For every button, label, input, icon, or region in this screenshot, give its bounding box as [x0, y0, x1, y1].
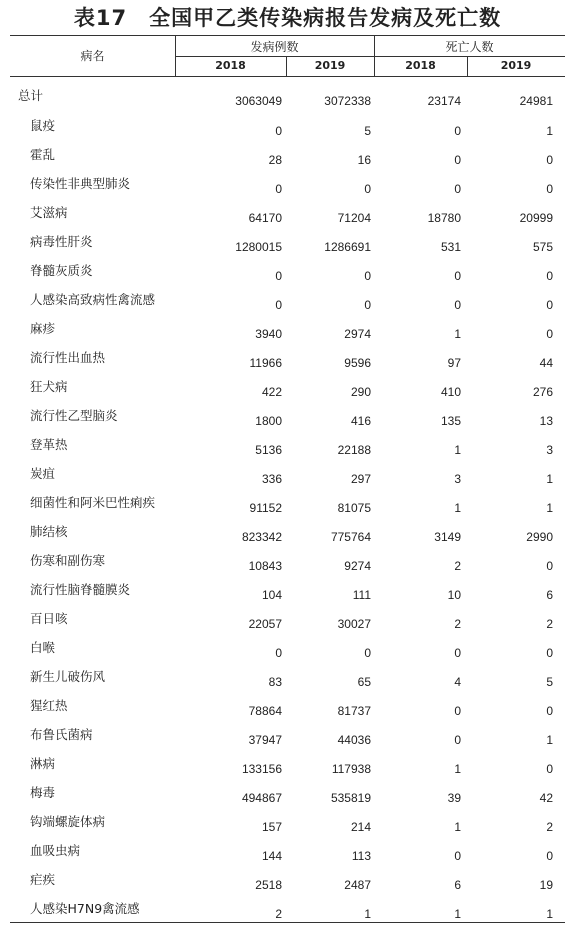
cases-2018-cell: 157: [261, 820, 282, 834]
deaths-2019-cell: 0: [546, 153, 553, 167]
disease-name: 狂犬病: [30, 379, 68, 394]
deaths-2019-cell: 42: [539, 791, 553, 805]
cases-2018-cell: 11966: [249, 356, 282, 370]
table-row: [0, 661, 575, 690]
deaths-2019-cell: 0: [546, 762, 553, 776]
table-row: [0, 574, 575, 603]
disease-name: 霍乱: [30, 147, 56, 162]
disease-name: 鼠疫: [30, 118, 56, 133]
table-row: [0, 864, 575, 893]
table-row: [0, 777, 575, 806]
table-row: [0, 458, 575, 487]
table-row: [0, 835, 575, 864]
deaths-2018-cell: 0: [454, 124, 461, 138]
deaths-2019-cell: 2: [546, 820, 553, 834]
deaths-2018-cell: 0: [454, 182, 461, 196]
cases-2018-cell: 1800: [255, 414, 282, 428]
cases-2018-cell: 1280015: [235, 240, 282, 254]
cases-2019-cell: 111: [352, 588, 371, 602]
cases-2018-cell: 2518: [255, 878, 282, 892]
disease-name: 肺结核: [30, 524, 68, 539]
cases-2018-cell: 0: [275, 646, 282, 660]
deaths-2019-cell: 0: [546, 704, 553, 718]
cases-2019-cell: 81737: [337, 704, 371, 718]
table-row: [0, 545, 575, 574]
cases-2018-cell: 0: [275, 298, 282, 312]
disease-name: 人感染高致病性禽流感: [30, 292, 156, 307]
table-row: [0, 226, 575, 255]
table-row: [0, 284, 575, 313]
table-number: 表17: [73, 6, 128, 30]
cases-2018-cell: 133156: [241, 762, 282, 776]
deaths-2019-cell: 276: [532, 385, 553, 399]
cases-2019-cell: 0: [364, 646, 371, 660]
cases-2018-cell: 22057: [248, 617, 282, 631]
cases-2018-cell: 2: [275, 907, 282, 921]
deaths-2018-cell: 0: [454, 298, 461, 312]
deaths-2019-cell: 1: [546, 733, 553, 747]
deaths-2019-cell: 0: [546, 849, 553, 863]
cases-2018-cell: 336: [261, 472, 282, 486]
table-row: [0, 168, 575, 197]
deaths-2019-cell: 0: [546, 182, 553, 196]
cases-2019-cell: 113: [351, 849, 371, 863]
deaths-2019-cell: 0: [546, 269, 553, 283]
deaths-2019-cell: 0: [546, 559, 553, 573]
cases-2018-cell: 5136: [255, 443, 282, 457]
disease-name: 人感染H7N9禽流感: [30, 901, 140, 916]
deaths-2018-cell: 1: [454, 820, 461, 834]
table-row: [0, 342, 575, 371]
deaths-2018-cell: 4: [454, 675, 461, 689]
disease-name: 布鲁氏菌病: [30, 727, 93, 742]
table-row: [0, 719, 575, 748]
table-row: [0, 806, 575, 835]
table-title: [0, 0, 575, 34]
table-row: [0, 313, 575, 342]
deaths-2018-cell: 1: [454, 327, 461, 341]
header-bottom-rule: [10, 76, 565, 77]
disease-name: 新生儿破伤风: [30, 669, 106, 684]
deaths-2018-cell: 1: [454, 443, 461, 457]
deaths-2019-cell: 575: [532, 240, 553, 254]
disease-name: 淋病: [30, 756, 56, 771]
deaths-2018-cell: 97: [447, 356, 461, 370]
deaths-2019-cell: 1: [546, 124, 553, 138]
table-row: [0, 255, 575, 284]
disease-name: 总计: [18, 88, 44, 103]
table-row: [0, 516, 575, 545]
year-header-deaths-2019: 2019: [500, 59, 532, 72]
deaths-2019-cell: 13: [539, 414, 553, 428]
cases-2019-cell: 5: [364, 124, 371, 138]
table-row: [0, 487, 575, 516]
deaths-2018-cell: 39: [447, 791, 461, 805]
cases-2019-cell: 1: [364, 907, 371, 921]
deaths-2018-cell: 2: [454, 559, 461, 573]
cases-2018-cell: 422: [261, 385, 282, 399]
cases-2019-cell: 290: [350, 385, 371, 399]
deaths-2019-cell: 2: [546, 617, 553, 631]
cases-2019-cell: 3072338: [324, 94, 371, 108]
cases-2019-cell: 0: [364, 269, 371, 283]
deaths-2019-cell: 1: [546, 472, 553, 486]
deaths-2019-cell: 20999: [519, 211, 553, 225]
table-row: [0, 893, 575, 922]
disease-name: 登革热: [30, 437, 68, 452]
deaths-2019-cell: 0: [546, 646, 553, 660]
deaths-2019-cell: 0: [546, 298, 553, 312]
disease-name: 麻疹: [30, 321, 56, 336]
deaths-2019-cell: 44: [539, 356, 553, 370]
cases-2018-cell: 37947: [248, 733, 282, 747]
cases-2018-cell: 494867: [241, 791, 282, 805]
year-header-cases-2019: 2019: [314, 59, 346, 72]
disease-name: 猩红热: [30, 698, 68, 713]
table-row: [0, 429, 575, 458]
deaths-2019-cell: 5: [546, 675, 553, 689]
deaths-2018-cell: 3: [454, 472, 461, 486]
disease-name: 血吸虫病: [30, 843, 81, 858]
cases-2019-cell: 16: [357, 153, 371, 167]
table-row: [0, 400, 575, 429]
disease-column-header: 病名: [80, 49, 105, 63]
deaths-2018-cell: 0: [454, 153, 461, 167]
cases-2018-cell: 823342: [241, 530, 282, 544]
deaths-2019-cell: 1: [546, 501, 553, 515]
cases-2018-cell: 144: [261, 849, 282, 863]
deaths-2018-cell: 3149: [434, 530, 461, 544]
table-row: [0, 371, 575, 400]
cases-2018-cell: 3063049: [235, 94, 282, 108]
cases-2019-cell: 1286691: [324, 240, 371, 254]
cases-2019-cell: 30027: [337, 617, 371, 631]
disease-name: 炭疽: [30, 466, 56, 481]
year-header-cases-2018: 2018: [215, 59, 246, 72]
deaths-2019-cell: 6: [546, 588, 553, 602]
deaths-2018-cell: 2: [454, 617, 461, 631]
cases-2019-cell: 65: [357, 675, 371, 689]
cases-2019-cell: 9596: [344, 356, 371, 370]
deaths-2018-cell: 10: [447, 588, 461, 602]
cases-2019-cell: 81075: [337, 501, 371, 515]
deaths-2018-cell: 1: [454, 501, 461, 515]
cases-2019-cell: 775764: [330, 530, 371, 544]
disease-name: 艾滋病: [30, 205, 68, 220]
table-bottom-rule: [10, 922, 565, 923]
deaths-2019-cell: 24981: [519, 94, 553, 108]
cases-2018-cell: 104: [261, 588, 282, 602]
cases-2019-cell: 22188: [337, 443, 371, 457]
disease-name: 梅毒: [30, 785, 56, 800]
cases-2019-cell: 0: [364, 298, 371, 312]
deaths-2018-cell: 0: [454, 733, 461, 747]
disease-name: 百日咳: [30, 611, 68, 626]
cases-2018-cell: 0: [275, 269, 282, 283]
cases-2018-cell: 91152: [249, 501, 282, 515]
deaths-2019-cell: 19: [539, 878, 553, 892]
table-row: [0, 139, 575, 168]
cases-2018-cell: 0: [275, 124, 282, 138]
disease-name: 传染性非典型肺炎: [30, 176, 131, 191]
cases-2018-cell: 28: [268, 153, 282, 167]
deaths-2018-cell: 0: [454, 269, 461, 283]
cases-2018-cell: 64170: [248, 211, 282, 225]
table-row: [0, 603, 575, 632]
cases-2019-cell: 9274: [344, 559, 371, 573]
table-row: [0, 197, 575, 226]
header-top-rule: [10, 35, 565, 36]
cases-2019-cell: 416: [350, 414, 371, 428]
cases-2018-cell: 83: [268, 675, 282, 689]
deaths-2019-cell: 0: [546, 327, 553, 341]
deaths-2019-cell: 1: [546, 907, 553, 921]
cases-2019-cell: 0: [364, 182, 371, 196]
table-title-text: 全国甲乙类传染病报告发病及死亡数: [149, 6, 502, 30]
disease-name: 流行性脑脊髓膜炎: [30, 582, 131, 597]
deaths-2018-cell: 0: [454, 646, 461, 660]
cases-2019-cell: 117938: [331, 762, 371, 776]
disease-name: 钩端螺旋体病: [30, 814, 106, 829]
deaths-2018-cell: 135: [440, 414, 461, 428]
table-row: [0, 632, 575, 661]
disease-name: 流行性出血热: [30, 350, 106, 365]
deaths-2018-cell: 0: [454, 849, 461, 863]
disease-name: 伤寒和副伤寒: [30, 553, 106, 568]
cases-2019-cell: 214: [350, 820, 371, 834]
header-mid-rule: [175, 56, 565, 57]
cases-2019-cell: 44036: [337, 733, 371, 747]
deaths-2019-cell: 3: [546, 443, 553, 457]
deaths-2018-cell: 0: [454, 704, 461, 718]
cases-2018-cell: 78864: [248, 704, 282, 718]
cases-2018-cell: 3940: [255, 327, 282, 341]
deaths-2018-cell: 6: [454, 878, 461, 892]
deaths-2018-cell: 18780: [427, 211, 461, 225]
year-header-deaths-2018: 2018: [405, 59, 436, 72]
cases-2019-cell: 535819: [330, 791, 371, 805]
deaths-2018-cell: 23174: [427, 94, 461, 108]
deaths-2019-cell: 2990: [526, 530, 553, 544]
disease-name: 白喉: [30, 640, 56, 655]
table-row: [0, 80, 575, 109]
table-row: [0, 690, 575, 719]
disease-name: 病毒性肝炎: [30, 234, 93, 249]
cases-2018-cell: 0: [275, 182, 282, 196]
table-row: [0, 110, 575, 139]
cases-2019-cell: 2487: [344, 878, 371, 892]
cases-group-header: 发病例数: [250, 40, 299, 54]
cases-2019-cell: 297: [350, 472, 371, 486]
deaths-2018-cell: 410: [440, 385, 461, 399]
deaths-2018-cell: 1: [454, 907, 461, 921]
deaths-2018-cell: 1: [454, 762, 461, 776]
disease-name: 细菌性和阿米巴性痢疾: [30, 495, 156, 510]
table-row: [0, 748, 575, 777]
cases-2019-cell: 2974: [344, 327, 371, 341]
disease-name: 流行性乙型脑炎: [30, 408, 118, 423]
disease-name: 脊髓灰质炎: [30, 263, 93, 278]
disease-name: 疟疾: [30, 872, 56, 887]
deaths-group-header: 死亡人数: [445, 40, 494, 54]
deaths-2018-cell: 531: [440, 240, 461, 254]
cases-2019-cell: 71204: [337, 211, 371, 225]
cases-2018-cell: 10843: [248, 559, 282, 573]
